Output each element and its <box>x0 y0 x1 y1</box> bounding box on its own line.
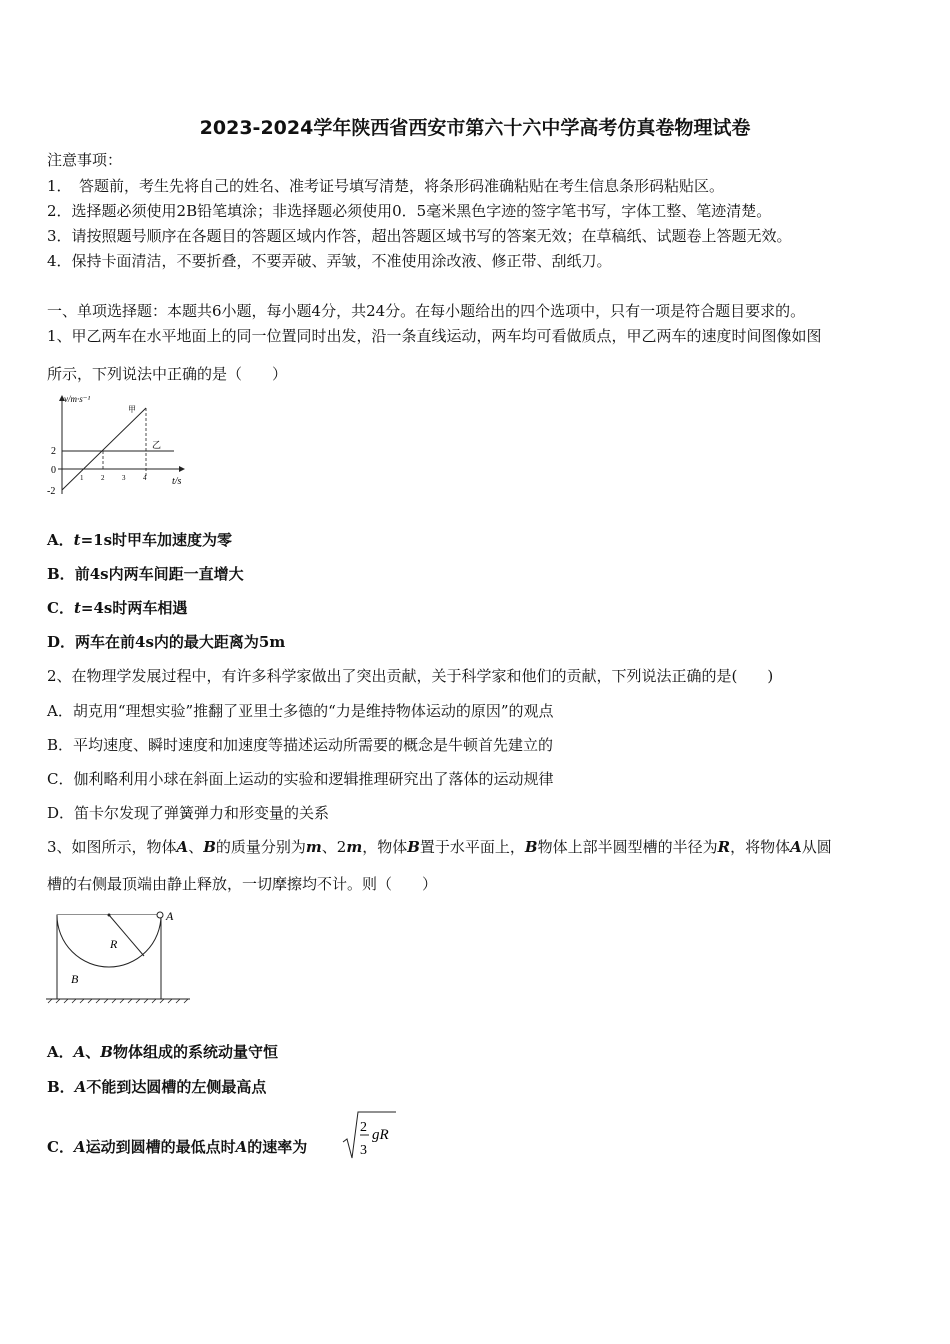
section-heading: 一、单项选择题：本题共6小题，每小题4分，共24分。在每小题给出的四个选项中，只有一项是符合题目要求的。 <box>47 302 806 320</box>
notice-heading: 注意事项： <box>47 151 123 169</box>
question-3-stem-cont: 槽的右侧最顶端由静止释放，一切摩擦均不计。则（ ） <box>47 875 438 893</box>
series-label: 甲 <box>128 405 136 414</box>
ball-a <box>157 912 163 918</box>
question-1-stem: 1、甲乙两车在水平地面上的同一位置同时出发，沿一条直线运动，两车均可看做质点，甲乙两车的速度时间图像如图 <box>47 327 822 345</box>
velocity-time-graph <box>44 390 194 500</box>
answer-option: C．A运动到圆槽的最低点时A的速率为 <box>47 1138 308 1156</box>
notice-item: 2．选择题必须使用2B铅笔填涂；非选择题必须使用0．5毫米黑色字迹的签字笔书写，字体工整、笔迹清楚。 <box>47 202 772 220</box>
question-2-stem: 2、在物理学发展过程中，有许多科学家做出了突出贡献，关于科学家和他们的贡献，下列说法正确的是( ) <box>47 667 774 685</box>
y-axis-label: v/m·s⁻¹ <box>64 394 91 404</box>
speed-formula <box>342 1106 402 1166</box>
label-b: B <box>71 972 79 986</box>
x-axis-label: t/s <box>172 476 182 487</box>
ground-hatch <box>48 999 188 1003</box>
fraction-numerator: 2 <box>360 1120 367 1135</box>
label-r: R <box>110 937 118 951</box>
notice-item: 1． 答题前，考生先将自己的姓名、准考证号填写清楚，将条形码准确粘贴在考生信息条形码粘贴区。 <box>47 177 725 195</box>
label-a: A <box>166 909 174 923</box>
center-dot <box>108 914 111 917</box>
question-3-stem: 3、如图所示，物体A、B的质量分别为m、2m，物体B置于水平面上，B物体上部半圆型槽的半径为R，将物体A从圆 <box>47 838 832 856</box>
question-1-stem-cont: 所示，下列说法中正确的是（ ） <box>47 365 288 383</box>
x-tick-label: 3 <box>122 474 126 482</box>
answer-option: A．t=1s时甲车加速度为零 <box>47 531 233 549</box>
answer-option: C．t=4s时两车相遇 <box>47 599 188 617</box>
x-tick-label: 2 <box>101 474 105 482</box>
y-tick-label: 2 <box>51 446 56 457</box>
notice-item: 4．保持卡面清洁，不要折叠，不要弄破、弄皱，不准使用涂改液、修正带、刮纸刀。 <box>47 252 612 270</box>
page-title: 2023-2024学年陕西省西安市第六十六中学高考仿真卷物理试卷 <box>199 117 751 139</box>
fraction-denominator: 3 <box>360 1143 367 1158</box>
answer-option: B．前4s内两车间距一直增大 <box>47 565 244 583</box>
answer-option: B．A不能到达圆槽的左侧最高点 <box>47 1078 267 1096</box>
groove-arc <box>57 915 161 967</box>
answer-option: D．两车在前4s内的最大距离为5m <box>47 633 286 651</box>
series-label: 乙 <box>152 440 162 450</box>
y-tick-label: 0 <box>51 465 56 476</box>
answer-option: A．胡克用“理想实验”推翻了亚里士多德的“力是维持物体运动的原因”的观点 <box>47 702 554 720</box>
gr-term: gR <box>372 1127 389 1143</box>
notice-item: 3．请按照题号顺序在各题目的答题区域内作答，超出答题区域书写的答案无效；在草稿纸、试题卷上答题无效。 <box>47 227 792 245</box>
x-tick-label: 1 <box>80 474 84 482</box>
answer-option: A．A、B物体组成的系统动量守恒 <box>47 1043 278 1061</box>
x-tick-label: 4 <box>143 474 147 482</box>
answer-option: C．伽利略利用小球在斜面上运动的实验和逻辑推理研究出了落体的运动规律 <box>47 770 554 788</box>
answer-option: D．笛卡尔发现了弹簧弹力和形变量的关系 <box>47 804 330 822</box>
y-tick-label: -2 <box>47 486 56 497</box>
semicircle-groove-figure <box>44 906 194 1006</box>
answer-option: B．平均速度、瞬时速度和加速度等描述运动所需要的概念是牛顿首先建立的 <box>47 736 554 754</box>
